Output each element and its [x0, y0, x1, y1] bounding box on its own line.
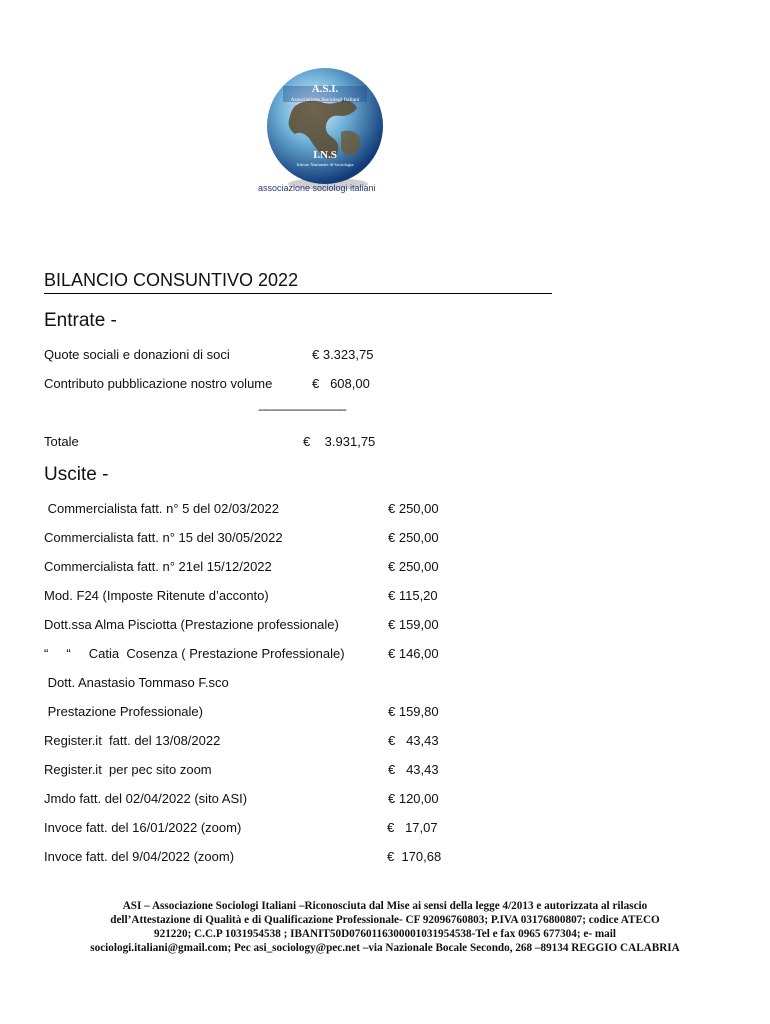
uscite-item-amount: € 250,00 — [388, 559, 439, 574]
uscite-item-amount: € 115,20 — [388, 588, 438, 603]
uscite-item-label: “ “ Catia Cosenza ( Prestazione Professionale) — [44, 646, 345, 661]
uscite-item-label: Dott.ssa Alma Pisciotta (Prestazione professionale) — [44, 617, 339, 632]
footer-line: 921220; C.C.P 1031954538 ; IBANIT50D0760116300001031954538-Tel e fax 0965 677304; e- mail — [154, 928, 616, 940]
uscite-item-label: Invoce fatt. del 16/01/2022 (zoom) — [44, 820, 242, 835]
entrate-item-label: Contributo pubblicazione nostro volume — [44, 376, 273, 391]
footer-line: sociologi.italiani@gmail.com; Pec asi_sociology@pec.net –via Nazionale Bocale Secondo, 268 –89134 REGGIO CALABRIA — [90, 942, 680, 954]
footer-line: dell’Attestazione di Qualità e di Qualificazione Professionale- CF 92096760803; P.IVA 03176800807; codice ATECO — [110, 914, 660, 926]
entrate-heading: Entrate - — [44, 310, 117, 331]
uscite-item-label: Register.it per pec sito zoom — [44, 762, 212, 777]
footer — [20, 899, 750, 955]
uscite-item-label: Mod. F24 (Imposte Ritenute d’acconto) — [44, 588, 269, 603]
logo-top-text: A.S.I. — [311, 83, 339, 95]
uscite-item-label: Register.it fatt. del 13/08/2022 — [44, 733, 221, 748]
uscite-item-amount: € 159,00 — [388, 617, 439, 632]
entrate-item-label: Quote sociali e donazioni di soci — [44, 347, 230, 362]
logo-caption: associazione sociologi italiani — [258, 183, 376, 193]
footer-line: ASI – Associazione Sociologi Italiani –Riconosciuta dal Mise ai sensi della legge 4/2013 e autorizzata al rilascio — [122, 900, 648, 912]
uscite-item-amount: € 17,07 — [387, 820, 438, 835]
globe-icon — [255, 66, 395, 191]
uscite-item-amount: € 146,00 — [388, 646, 439, 661]
separator-line: --------------------------------- — [258, 404, 346, 416]
uscite-item-amount: € 43,43 — [388, 762, 439, 777]
uscite-item-label: Commercialista fatt. n° 15 del 30/05/2022 — [44, 530, 283, 545]
uscite-item-amount: € 159,80 — [388, 704, 439, 719]
uscite-heading: Uscite - — [44, 464, 109, 485]
logo-bottom-text: I.N.S — [313, 149, 337, 161]
uscite-item-label: Commercialista fatt. n° 21el 15/12/2022 — [44, 559, 272, 574]
entrate-item-amount: € 608,00 — [312, 376, 370, 391]
uscite-item-amount: € 43,43 — [388, 733, 439, 748]
page-title: BILANCIO CONSUNTIVO 2022 — [44, 270, 552, 294]
uscite-item-amount: € 170,68 — [387, 849, 442, 864]
uscite-item-amount: € 250,00 — [388, 501, 439, 516]
asi-logo — [255, 66, 395, 201]
entrate-item-amount: € 3.323,75 — [312, 347, 374, 362]
uscite-item-label: Dott. Anastasio Tommaso F.sco — [44, 675, 229, 690]
total-label: Totale — [44, 434, 79, 449]
uscite-item-label: Commercialista fatt. n° 5 del 02/03/2022 — [44, 501, 279, 516]
uscite-item-amount: € 250,00 — [388, 530, 439, 545]
uscite-item-amount: € 120,00 — [388, 791, 439, 806]
uscite-item-label: Invoce fatt. del 9/04/2022 (zoom) — [44, 849, 235, 864]
total-amount: € 3.931,75 — [303, 434, 376, 449]
logo-bottom-subtext: Istituto Nazionale di Sociologia — [296, 162, 354, 167]
uscite-item-label: Prestazione Professionale) — [44, 704, 203, 719]
logo-top-subtext: Associazione Sociologi Italiani — [290, 97, 360, 103]
uscite-item-label: Jmdo fatt. del 02/04/2022 (sito ASI) — [44, 791, 248, 806]
